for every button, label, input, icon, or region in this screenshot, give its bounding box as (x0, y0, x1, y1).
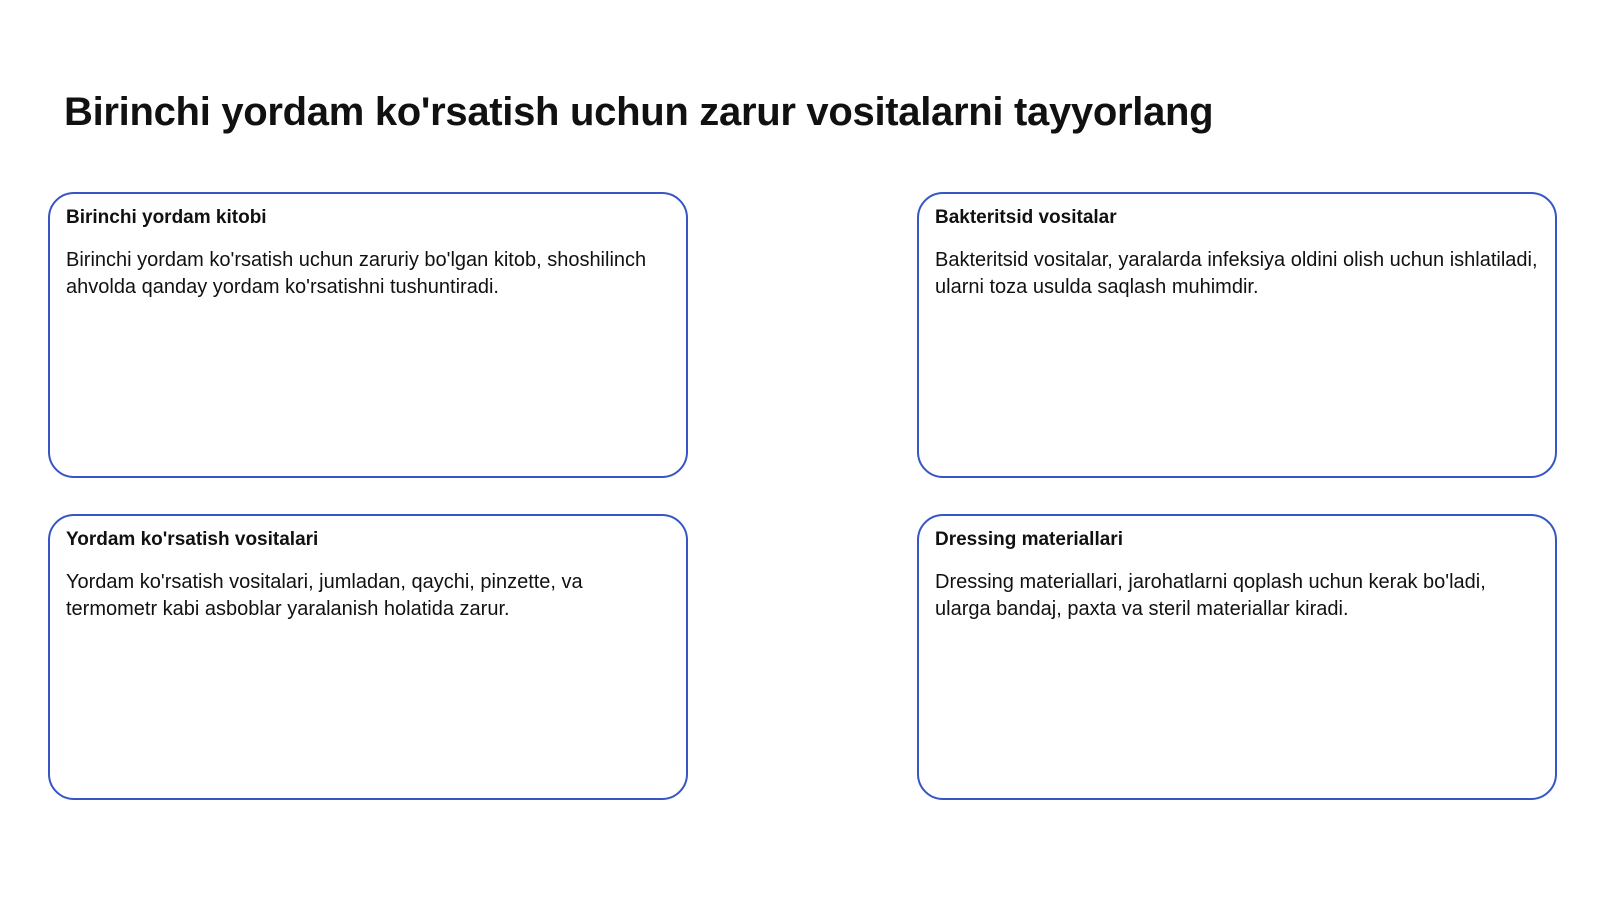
card-title: Bakteritsid vositalar (935, 207, 1117, 228)
card-aid-tools (48, 514, 688, 800)
card-text: Yordam ko'rsatish vositalari, jumladan, qaychi, pinzette, va termometr kabi asboblar yaralanish holatida zarur. (66, 570, 583, 620)
card-text: Dressing materiallari, jarohatlarni qoplash uchun kerak bo'ladi, ularga bandaj, paxta va steril materiallar kiradi. (935, 570, 1486, 620)
card-title: Yordam ko'rsatish vositalari (66, 529, 319, 550)
card-text: Bakteritsid vositalar, yaralarda infeksiya oldini olish uchun ishlatiladi, ularni toza usulda saqlash muhimdir. (935, 248, 1538, 298)
card-dressing-materials (917, 514, 1557, 800)
card-first-aid-book (48, 192, 688, 478)
card-title: Birinchi yordam kitobi (66, 207, 267, 228)
slide-title: Birinchi yordam ko'rsatish uchun zarur vositalarni tayyorlang (64, 90, 1214, 134)
card-text: Birinchi yordam ko'rsatish uchun zaruriy bo'lgan kitob, shoshilinch ahvolda qanday yordam ko'rsatishni tushuntiradi. (66, 248, 647, 298)
card-bactericidal-agents (917, 192, 1557, 478)
card-title: Dressing materiallari (935, 529, 1123, 550)
